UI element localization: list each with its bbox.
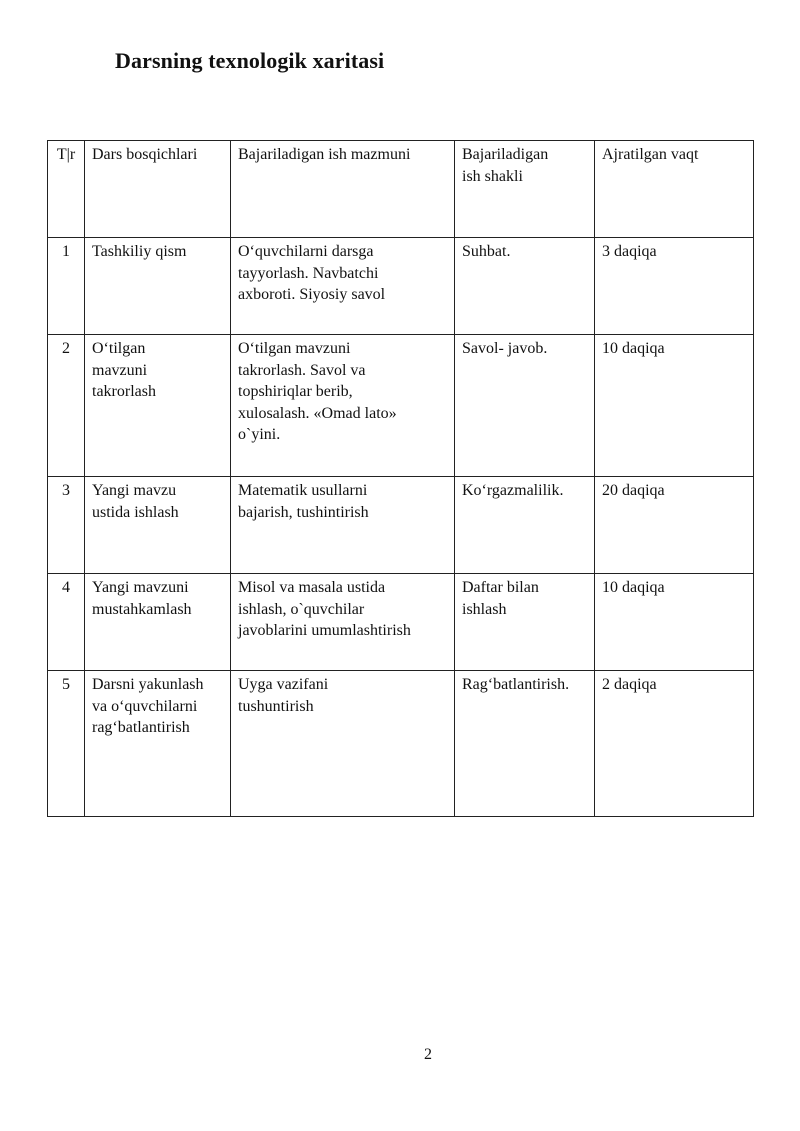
cell-form: Savol- javob. [455, 335, 595, 477]
table-header-row [48, 141, 754, 238]
cell-content: O‘tilgan mavzuni takrorlash. Savol va topshiriqlar berib, xulosalash. «Omad lato» o`yini. [231, 335, 455, 477]
lesson-plan-table [47, 140, 754, 817]
cell-number: 2 [48, 335, 85, 477]
cell-number: 4 [48, 574, 85, 671]
table-row [48, 238, 754, 335]
table-row [48, 335, 754, 477]
cell-form: Ko‘rgazmalilik. [455, 477, 595, 574]
cell-stage: Yangi mavzu ustida ishlash [85, 477, 231, 574]
table-row [48, 477, 754, 574]
page-number: 2 [424, 1046, 432, 1063]
header-cell-content: Bajariladigan ish mazmuni [231, 141, 455, 238]
cell-stage: Tashkiliy qism [85, 238, 231, 335]
cell-stage: O‘tilgan mavzuni takrorlash [85, 335, 231, 477]
cell-stage: Yangi mavzuni mustahkamlash [85, 574, 231, 671]
header-cell-time: Ajratilgan vaqt [595, 141, 754, 238]
cell-time: 2 daqiqa [595, 671, 754, 817]
cell-time: 3 daqiqa [595, 238, 754, 335]
cell-number: 3 [48, 477, 85, 574]
cell-stage: Darsni yakunlash va o‘quvchilarni rag‘batlantirish [85, 671, 231, 817]
header-cell-stages: Dars bosqichlari [85, 141, 231, 238]
cell-number: 1 [48, 238, 85, 335]
header-cell-number: T|r [48, 141, 85, 238]
cell-content: Uyga vazifani tushuntirish [231, 671, 455, 817]
table-row [48, 574, 754, 671]
cell-content: O‘quvchilarni darsga tayyorlash. Navbatchi axboroti. Siyosiy savol [231, 238, 455, 335]
cell-number: 5 [48, 671, 85, 817]
cell-form: Rag‘batlantirish. [455, 671, 595, 817]
page-title: Darsning texnologik xaritasi [115, 48, 385, 73]
cell-time: 10 daqiqa [595, 335, 754, 477]
cell-content: Misol va masala ustida ishlash, o`quvchilar javoblarini umumlashtirish [231, 574, 455, 671]
header-cell-form: Bajariladigan ish shakli [455, 141, 595, 238]
cell-form: Daftar bilan ishlash [455, 574, 595, 671]
table-row [48, 671, 754, 817]
cell-form: Suhbat. [455, 238, 595, 335]
cell-content: Matematik usullarni bajarish, tushintirish [231, 477, 455, 574]
cell-time: 10 daqiqa [595, 574, 754, 671]
cell-time: 20 daqiqa [595, 477, 754, 574]
